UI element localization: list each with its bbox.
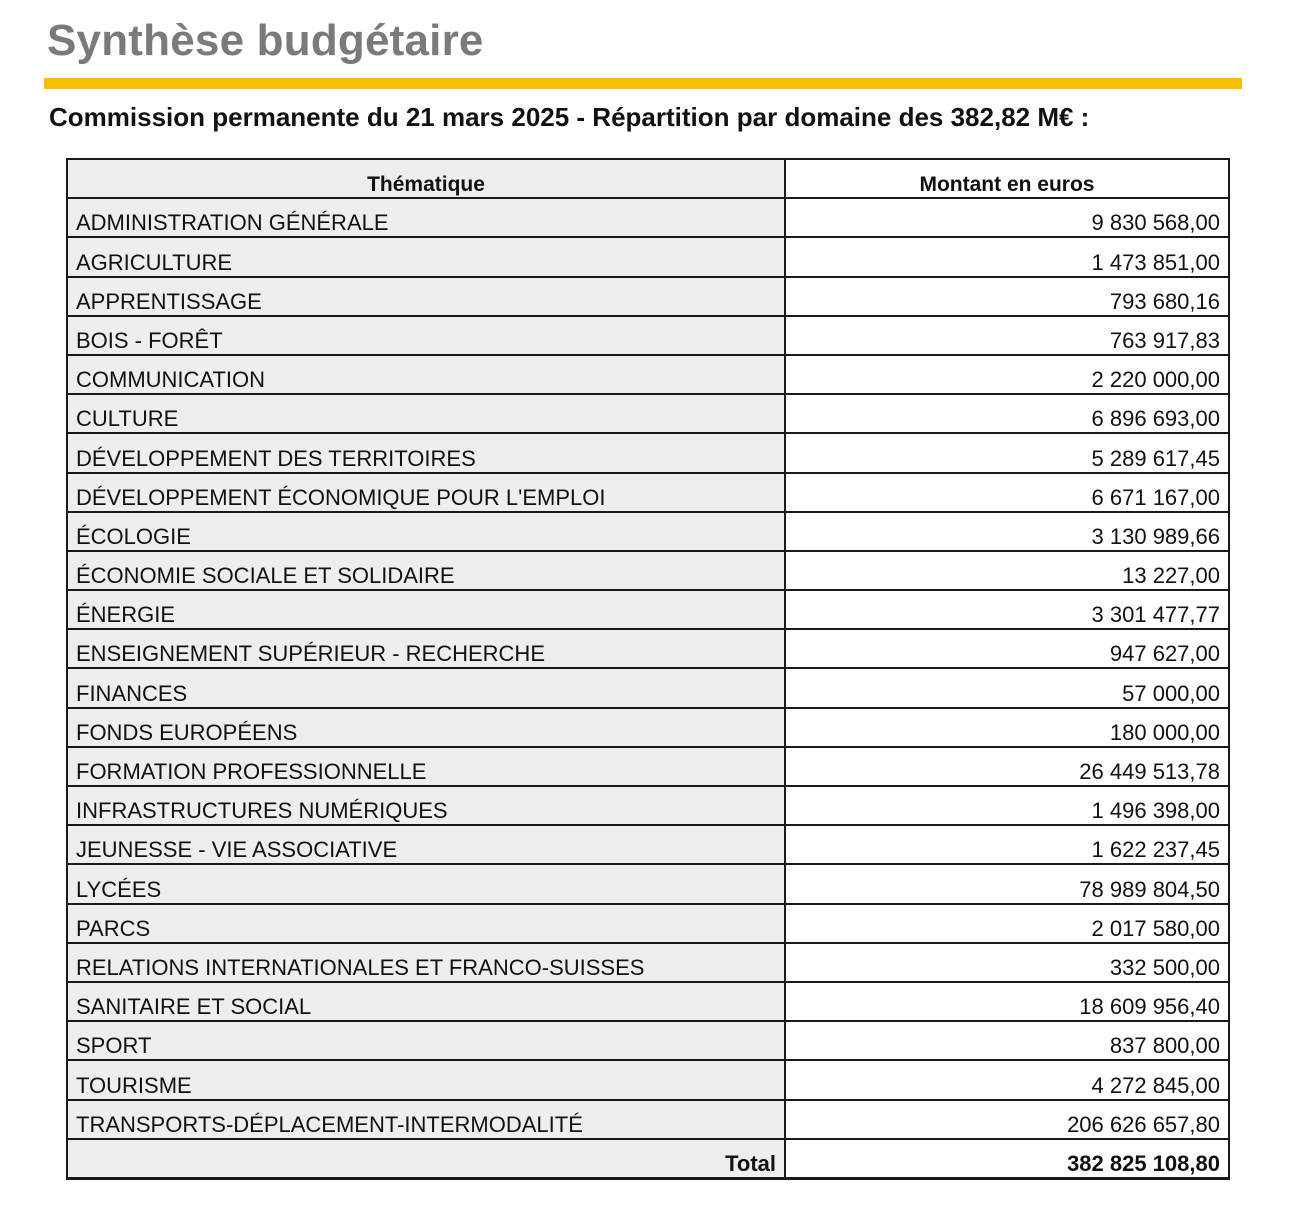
row-theme: COMMUNICATION xyxy=(67,355,785,394)
title-rule xyxy=(44,78,1242,89)
row-theme: FONDS EUROPÉENS xyxy=(67,708,785,747)
row-amount: 4 272 845,00 xyxy=(785,1060,1229,1099)
row-amount: 1 473 851,00 xyxy=(785,237,1229,276)
table-row xyxy=(67,316,1229,355)
table-row xyxy=(67,277,1229,316)
row-amount: 180 000,00 xyxy=(785,708,1229,747)
table-row xyxy=(67,747,1229,786)
budget-table xyxy=(66,158,1230,1180)
row-amount: 18 609 956,40 xyxy=(785,982,1229,1021)
table-row xyxy=(67,943,1229,982)
row-amount: 763 917,83 xyxy=(785,316,1229,355)
row-amount: 837 800,00 xyxy=(785,1021,1229,1060)
row-theme: ÉNERGIE xyxy=(67,590,785,629)
table-row xyxy=(67,982,1229,1021)
row-theme: SPORT xyxy=(67,1021,785,1060)
row-amount: 9 830 568,00 xyxy=(785,198,1229,237)
row-theme: DÉVELOPPEMENT ÉCONOMIQUE POUR L'EMPLOI xyxy=(67,473,785,512)
column-header-thematique: Thématique xyxy=(67,159,785,198)
table-row xyxy=(67,198,1229,237)
table-row xyxy=(67,668,1229,707)
table-row xyxy=(67,394,1229,433)
table-row xyxy=(67,825,1229,864)
table-row xyxy=(67,1100,1229,1139)
row-theme: TRANSPORTS-DÉPLACEMENT-INTERMODALITÉ xyxy=(67,1100,785,1139)
row-theme: ENSEIGNEMENT SUPÉRIEUR - RECHERCHE xyxy=(67,629,785,668)
row-amount: 3 301 477,77 xyxy=(785,590,1229,629)
column-header-montant: Montant en euros xyxy=(785,159,1229,198)
row-amount: 13 227,00 xyxy=(785,551,1229,590)
row-theme: LYCÉES xyxy=(67,864,785,903)
table-row xyxy=(67,590,1229,629)
row-theme: BOIS - FORÊT xyxy=(67,316,785,355)
table-body xyxy=(67,198,1229,1139)
row-amount: 1 622 237,45 xyxy=(785,825,1229,864)
table-row xyxy=(67,237,1229,276)
table-row xyxy=(67,512,1229,551)
row-amount: 3 130 989,66 xyxy=(785,512,1229,551)
table-row xyxy=(67,355,1229,394)
table-row xyxy=(67,551,1229,590)
row-theme: ÉCOLOGIE xyxy=(67,512,785,551)
total-amount: 382 825 108,80 xyxy=(785,1139,1229,1179)
row-theme: DÉVELOPPEMENT DES TERRITOIRES xyxy=(67,433,785,472)
table-row xyxy=(67,864,1229,903)
row-theme: AGRICULTURE xyxy=(67,237,785,276)
table-row xyxy=(67,473,1229,512)
table-row xyxy=(67,629,1229,668)
row-amount: 78 989 804,50 xyxy=(785,864,1229,903)
table-row xyxy=(67,708,1229,747)
row-theme: ADMINISTRATION GÉNÉRALE xyxy=(67,198,785,237)
page-title: Synthèse budgétaire xyxy=(47,16,484,65)
row-amount: 57 000,00 xyxy=(785,668,1229,707)
row-amount: 5 289 617,45 xyxy=(785,433,1229,472)
row-amount: 2 017 580,00 xyxy=(785,904,1229,943)
row-theme: INFRASTRUCTURES NUMÉRIQUES xyxy=(67,786,785,825)
row-theme: RELATIONS INTERNATIONALES ET FRANCO-SUISSES xyxy=(67,943,785,982)
table-row xyxy=(67,1021,1229,1060)
table-header-row xyxy=(67,159,1229,198)
row-amount: 332 500,00 xyxy=(785,943,1229,982)
table-row xyxy=(67,904,1229,943)
row-amount: 6 671 167,00 xyxy=(785,473,1229,512)
row-amount: 26 449 513,78 xyxy=(785,747,1229,786)
total-row xyxy=(67,1139,1229,1179)
row-amount: 6 896 693,00 xyxy=(785,394,1229,433)
row-amount: 2 220 000,00 xyxy=(785,355,1229,394)
row-amount: 947 627,00 xyxy=(785,629,1229,668)
row-amount: 206 626 657,80 xyxy=(785,1100,1229,1139)
row-amount: 793 680,16 xyxy=(785,277,1229,316)
row-theme: ÉCONOMIE SOCIALE ET SOLIDAIRE xyxy=(67,551,785,590)
row-theme: FINANCES xyxy=(67,668,785,707)
table-row xyxy=(67,433,1229,472)
row-theme: CULTURE xyxy=(67,394,785,433)
table-row xyxy=(67,786,1229,825)
row-theme: APPRENTISSAGE xyxy=(67,277,785,316)
row-theme: FORMATION PROFESSIONNELLE xyxy=(67,747,785,786)
row-theme: SANITAIRE ET SOCIAL xyxy=(67,982,785,1021)
row-theme: PARCS xyxy=(67,904,785,943)
table-row xyxy=(67,1060,1229,1099)
page-subtitle: Commission permanente du 21 mars 2025 - Répartition par domaine des 382,82 M€ : xyxy=(49,102,1090,132)
row-amount: 1 496 398,00 xyxy=(785,786,1229,825)
row-theme: JEUNESSE - VIE ASSOCIATIVE xyxy=(67,825,785,864)
row-theme: TOURISME xyxy=(67,1060,785,1099)
total-label: Total xyxy=(67,1139,785,1179)
